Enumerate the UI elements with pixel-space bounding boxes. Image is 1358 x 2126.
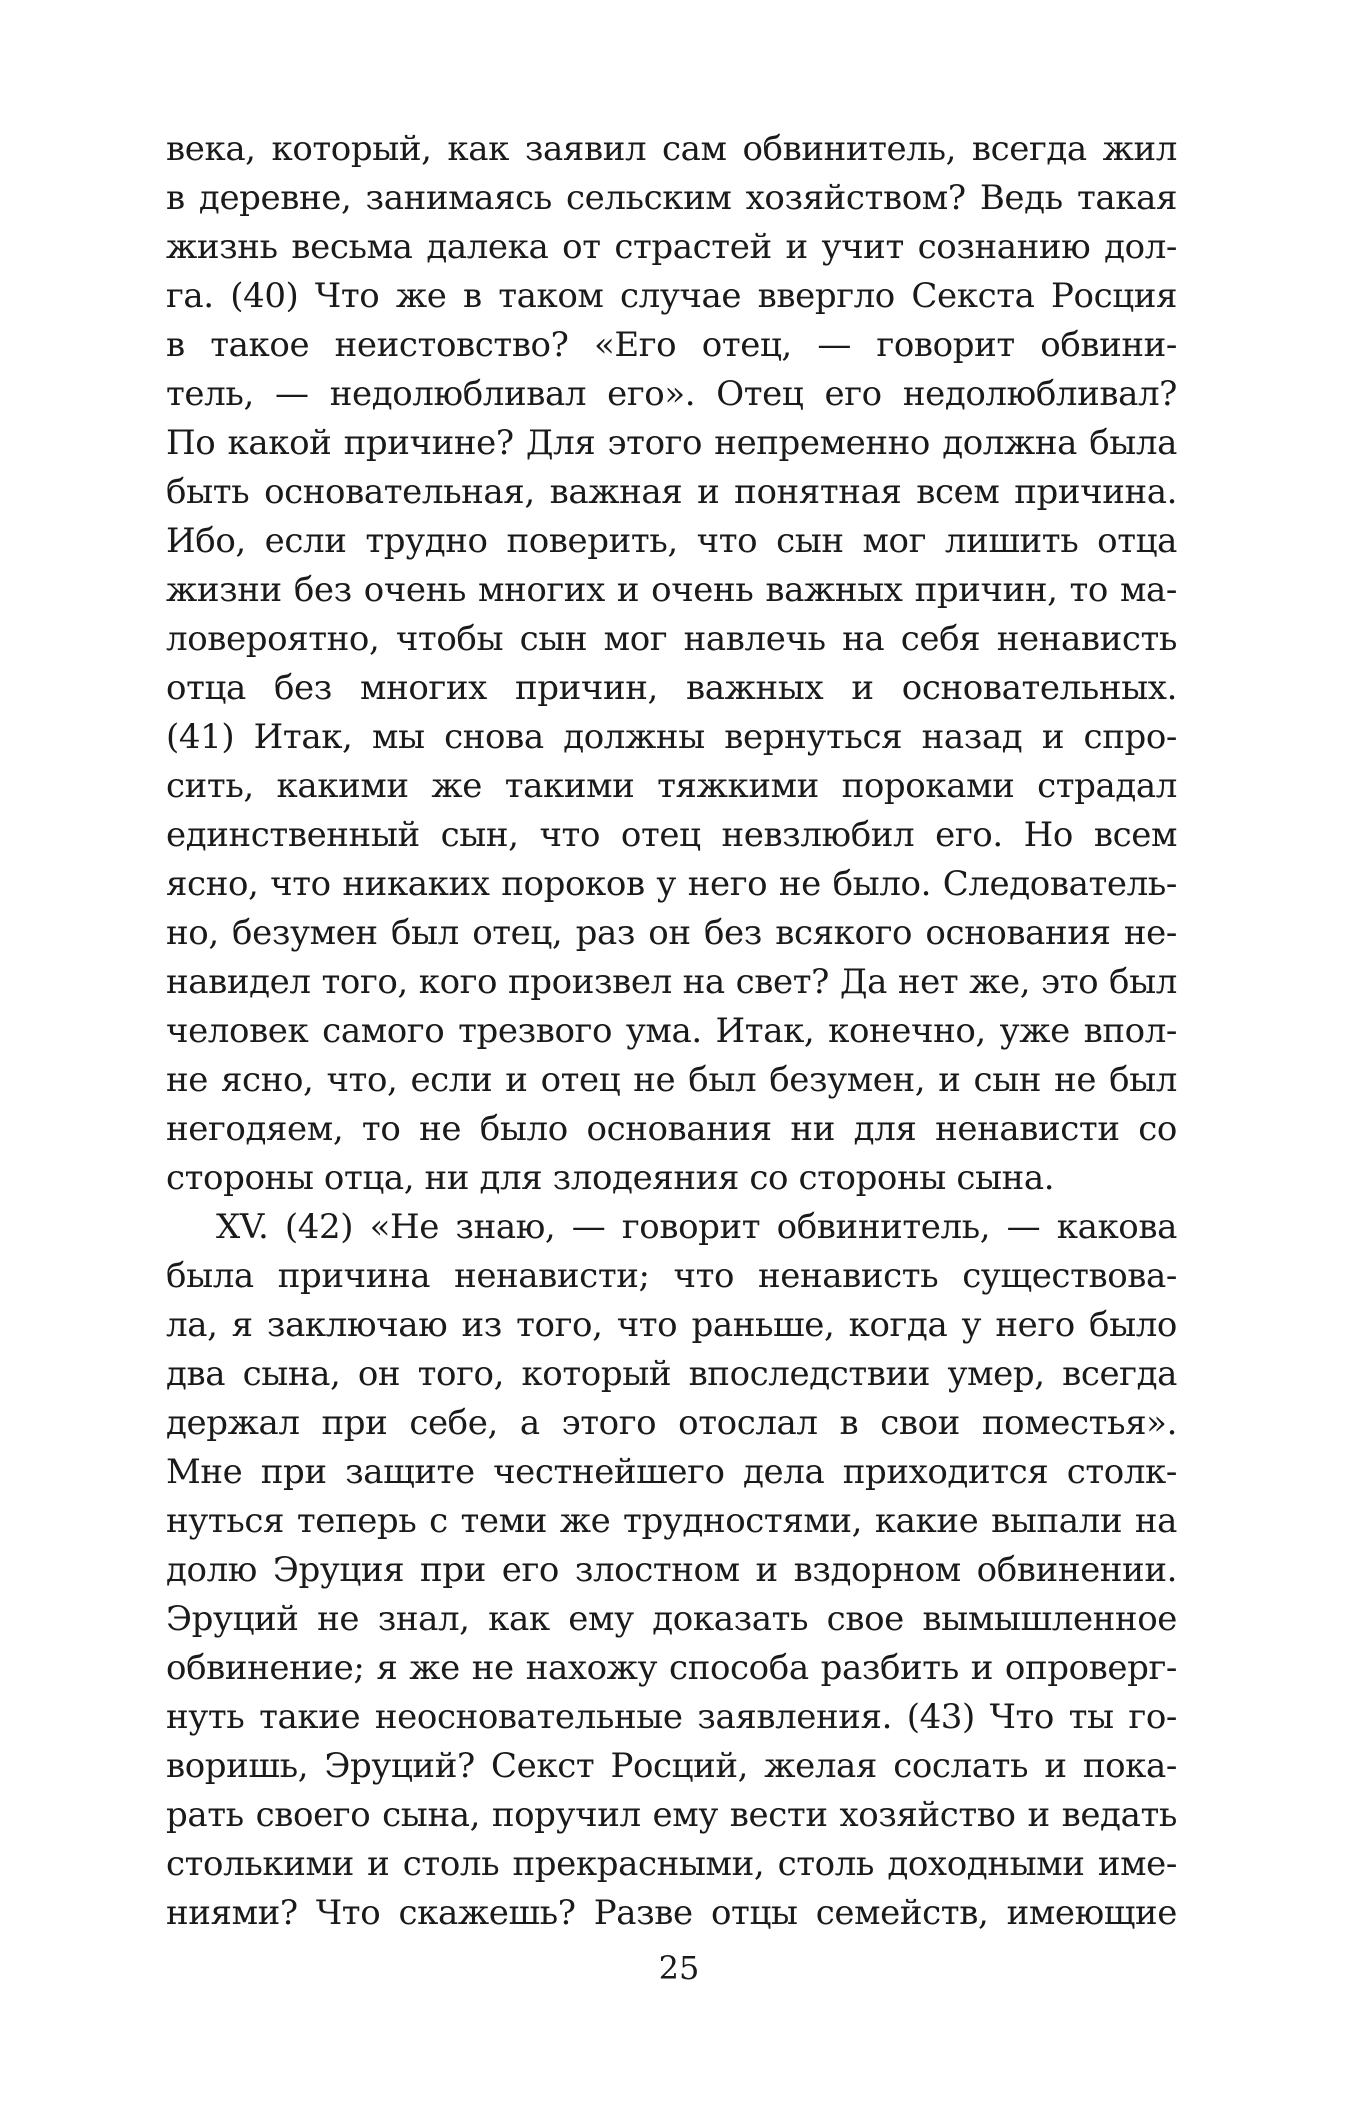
- text-line: Мне при защите честнейшего дела приходится столк-: [166, 1452, 1177, 1492]
- text-line: отца без многих причин, важных и основательных.: [166, 668, 1177, 708]
- text-line: но, безумен был отец, раз он без всякого основания не-: [166, 913, 1177, 953]
- text-line: ла, я заключаю из того, что раньше, когда у него было: [166, 1305, 1177, 1345]
- text-line: рать своего сына, поручил ему вести хозяйство и ведать: [166, 1795, 1177, 1835]
- text-line: в такое неистовство? «Его отец, — говорит обвини-: [166, 325, 1177, 365]
- text-line: в деревне, занимаясь сельским хозяйством? Ведь такая: [166, 178, 1177, 218]
- text-line: столькими и столь прекрасными, столь доходными име-: [166, 1844, 1177, 1884]
- body-text: [166, 125, 1177, 1938]
- text-line: нуться теперь с теми же трудностями, какие выпали на: [166, 1501, 1177, 1541]
- text-line: человек самого трезвого ума. Итак, конечно, уже впол-: [166, 1011, 1177, 1051]
- text-line: быть основательная, важная и понятная всем причина.: [166, 472, 1177, 512]
- text-line: Ибо, если трудно поверить, что сын мог лишить отца: [166, 521, 1177, 561]
- text-line: нуть такие неосновательные заявления. (43) Что ты го-: [166, 1697, 1177, 1737]
- text-line: ниями? Что скажешь? Разве отцы семейств, имеющие: [166, 1893, 1177, 1933]
- text-line: ловероятно, чтобы сын мог навлечь на себя ненависть: [166, 619, 1177, 659]
- text-line: (41) Итак, мы снова должны вернуться назад и спро-: [166, 717, 1177, 757]
- text-line: негодяем, то не было основания ни для ненависти со: [166, 1109, 1177, 1149]
- text-line: стороны отца, ни для злодеяния со стороны сына.: [166, 1158, 1055, 1198]
- text-line: века, который, как заявил сам обвинитель, всегда жил: [166, 129, 1177, 169]
- text-line: По какой причине? Для этого непременно должна была: [166, 423, 1177, 463]
- text-line: тель, — недолюбливал его». Отец его недолюбливал?: [166, 374, 1177, 414]
- text-line: XV. (42) «Не знаю, — говорит обвинитель, — какова: [216, 1207, 1177, 1247]
- text-line: единственный сын, что отец невзлюбил его. Но всем: [166, 815, 1177, 855]
- text-line: была причина ненависти; что ненависть существова-: [166, 1256, 1177, 1296]
- paragraph: [166, 1203, 1177, 1938]
- text-line: га. (40) Что же в таком случае ввергло Секста Росция: [166, 276, 1177, 316]
- text-line: долю Эруция при его злостном и вздорном обвинении.: [166, 1550, 1177, 1590]
- text-line: два сына, он того, который впоследствии умер, всегда: [166, 1354, 1177, 1394]
- text-line: жизнь весьма далека от страстей и учит сознанию дол-: [166, 227, 1177, 267]
- text-line: воришь, Эруций? Секст Росций, желая сослать и пока-: [166, 1746, 1177, 1786]
- text-line: держал при себе, а этого отослал в свои поместья».: [166, 1403, 1177, 1443]
- text-line: сить, какими же такими тяжкими пороками страдал: [166, 766, 1177, 806]
- text-line: Эруций не знал, как ему доказать свое вымышленное: [166, 1599, 1177, 1639]
- page-number: 25: [658, 1949, 700, 1987]
- text-line: навидел того, кого произвел на свет? Да нет же, это был: [166, 962, 1177, 1002]
- text-line: жизни без очень многих и очень важных причин, то ма-: [166, 570, 1177, 610]
- paragraph: [166, 125, 1177, 1203]
- text-line: не ясно, что, если и отец не был безумен, и сын не был: [166, 1060, 1177, 1100]
- text-line: ясно, что никаких пороков у него не было. Следователь-: [166, 864, 1177, 904]
- text-line: обвинение; я же не нахожу способа разбить и опроверг-: [166, 1648, 1177, 1688]
